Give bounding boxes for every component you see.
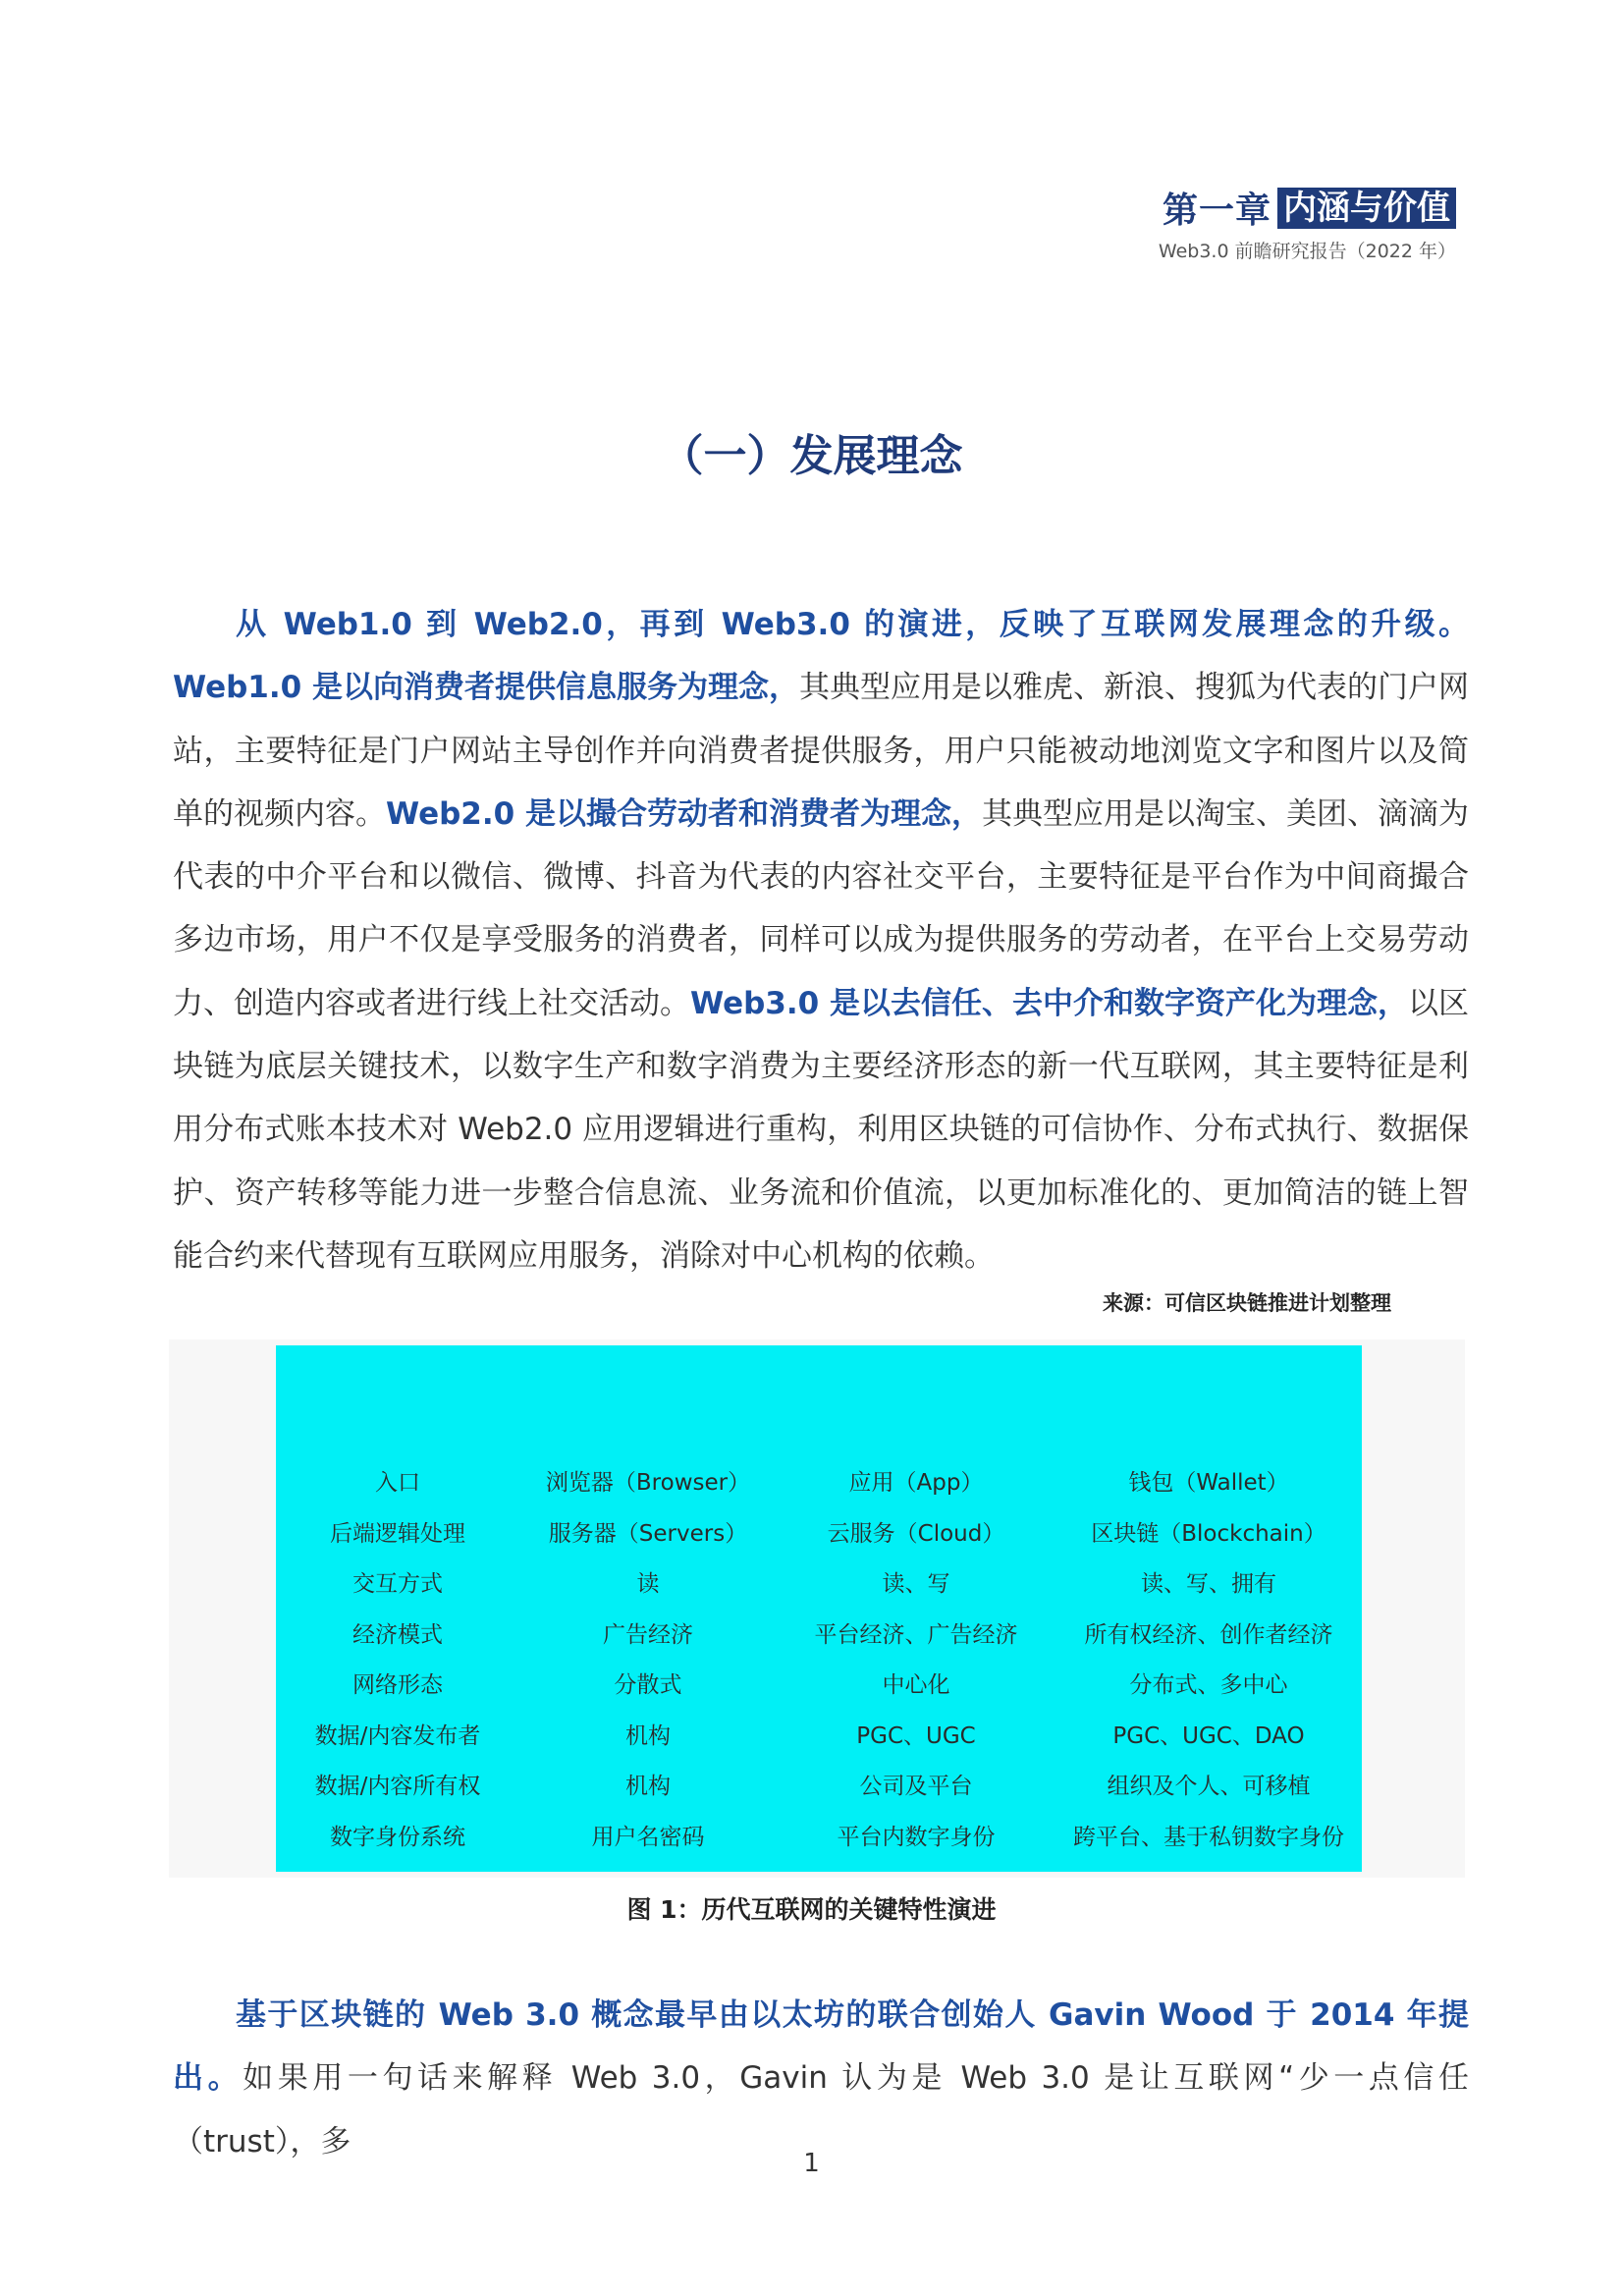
grid-row-label: 数据/内容所有权 <box>314 1774 481 1800</box>
grid-cell: 中心化 <box>882 1672 950 1699</box>
source-note: 来源：可信区块链推进计划整理 <box>1103 1291 1391 1315</box>
chapter-number: 第一章 <box>1162 191 1271 231</box>
grid-cell: 广告经济 <box>603 1621 693 1648</box>
grid-cell: 跨平台、基于私钥数字身份 <box>1073 1824 1344 1850</box>
grid-cell: 云服务（Cloud） <box>827 1520 1005 1547</box>
grid-cell: PGC、UGC <box>856 1722 976 1749</box>
grid-cell: 机构 <box>625 1722 671 1749</box>
grid-row-label: 数据/内容发布者 <box>314 1722 481 1749</box>
web-evolution-figure <box>276 1345 1362 1872</box>
body-text-run: 其典型应用是以淘宝、美团、滴滴为代表的中介平台和以微信、微博、抖音为代表的内容社交平台，主要特征是平台作为中间商撮合多边市场，用户不仅是享受服务的消费者，同样可以成为提供服务的劳动者，在平台上交易劳动力、创造内容或者进行线上社交活动。 <box>173 795 1470 1021</box>
grid-row-label: 入口 <box>375 1470 420 1497</box>
grid-row-label: 网络形态 <box>352 1672 443 1699</box>
report-subtitle: Web3.0 前瞻研究报告（2022 年） <box>1158 241 1456 262</box>
grid-row-label: 数字身份系统 <box>330 1824 465 1850</box>
grid-cell: 组织及个人、可移植 <box>1107 1774 1311 1800</box>
grid-cell: 所有权经济、创作者经济 <box>1084 1621 1333 1648</box>
section-title: （一）发展理念 <box>660 431 963 481</box>
highlight-text: 从 Web1.0 到 Web2.0，再到 Web3.0 的演进，反映了互联网发展理念的升级。Web1.0 是以向消费者提供信息服务为理念， <box>173 607 1469 706</box>
grid-row-label: 后端逻辑处理 <box>330 1520 465 1547</box>
grid-cell: 分布式、多中心 <box>1129 1672 1288 1699</box>
grid-cell: 浏览器（Browser） <box>545 1470 751 1497</box>
highlight-text: Web2.0 是以撮合劳动者和消费者为理念， <box>386 795 983 832</box>
grid-cell: 服务器（Servers） <box>548 1520 748 1547</box>
grid-row <box>276 1709 1362 1760</box>
grid-row <box>276 1455 1362 1506</box>
grid-cell: 读、写、拥有 <box>1141 1571 1276 1598</box>
grid-row <box>276 1608 1362 1659</box>
grid-cell: 钱包（Wallet） <box>1128 1470 1289 1497</box>
grid-row <box>276 1759 1362 1810</box>
paragraph-gavin-wood <box>173 1984 1469 2173</box>
body-text-run: 其典型应用是以雅虎、新浪、搜狐为代表的门户网站，主要特征是门户网站主导创作并向消费者提供服务，用户只能被动地浏览文字和图片以及简单的视频内容。 <box>173 670 1470 832</box>
highlight-text: Web3.0 是以去信任、去中介和数字资产化为理念， <box>690 985 1409 1021</box>
grid-cell: 平台内数字身份 <box>837 1824 996 1850</box>
grid-cell: 平台经济、广告经济 <box>814 1621 1018 1648</box>
grid-cell: 应用（App） <box>848 1470 984 1497</box>
highlight-text: 基于区块链的 Web 3.0 概念最早由以太坊的联合创始人 Gavin Wood 于 2014 年提出。 <box>173 1997 1469 2097</box>
figure-caption: 图 1：历代互联网的关键特性演进 <box>626 1895 997 1924</box>
chapter-title: 内涵与价值 <box>1277 188 1456 229</box>
grid-row-label: 经济模式 <box>352 1621 443 1648</box>
grid-row <box>276 1557 1362 1608</box>
grid-cell: PGC、UGC、DAO <box>1112 1722 1305 1749</box>
body-text-run: 以区块链为底层关键技术，以数字生产和数字消费为主要经济形态的新一代互联网，其主要特征是利用分布式账本技术对 Web2.0 应用逻辑进行重构，利用区块链的可信协作、分布式执行、数据保护、资产转移等能力进一步整合信息流、业务流和价值流，以更加标准化的、更加简洁的链上智能合约来代替现有互联网应用服务，消除对中心机构的依赖。 <box>173 985 1470 1274</box>
grid-cell: 读 <box>636 1571 660 1598</box>
grid-cell: 区块链（Blockchain） <box>1091 1520 1326 1547</box>
grid-row <box>276 1810 1362 1861</box>
grid-row <box>276 1658 1362 1709</box>
grid-cell: 分散式 <box>614 1672 682 1699</box>
chapter-heading <box>1159 183 1456 233</box>
grid-cell: 机构 <box>625 1774 671 1800</box>
feature-comparison-grid <box>276 1455 1362 1860</box>
page-header <box>1159 183 1456 263</box>
paragraph-development-concept <box>173 593 1469 1287</box>
grid-cell: 读、写 <box>882 1571 950 1598</box>
page-number: 1 <box>803 2149 820 2178</box>
grid-row-label: 交互方式 <box>352 1571 443 1598</box>
grid-cell: 公司及平台 <box>859 1774 973 1800</box>
grid-row <box>276 1506 1362 1558</box>
grid-cell: 用户名密码 <box>591 1824 705 1850</box>
figure-frame <box>169 1339 1465 1878</box>
body-text-run: 如果用一句话来解释 Web 3.0，Gavin 认为是 Web 3.0 是让互联网“少一点信任（trust），多 <box>173 2060 1470 2159</box>
